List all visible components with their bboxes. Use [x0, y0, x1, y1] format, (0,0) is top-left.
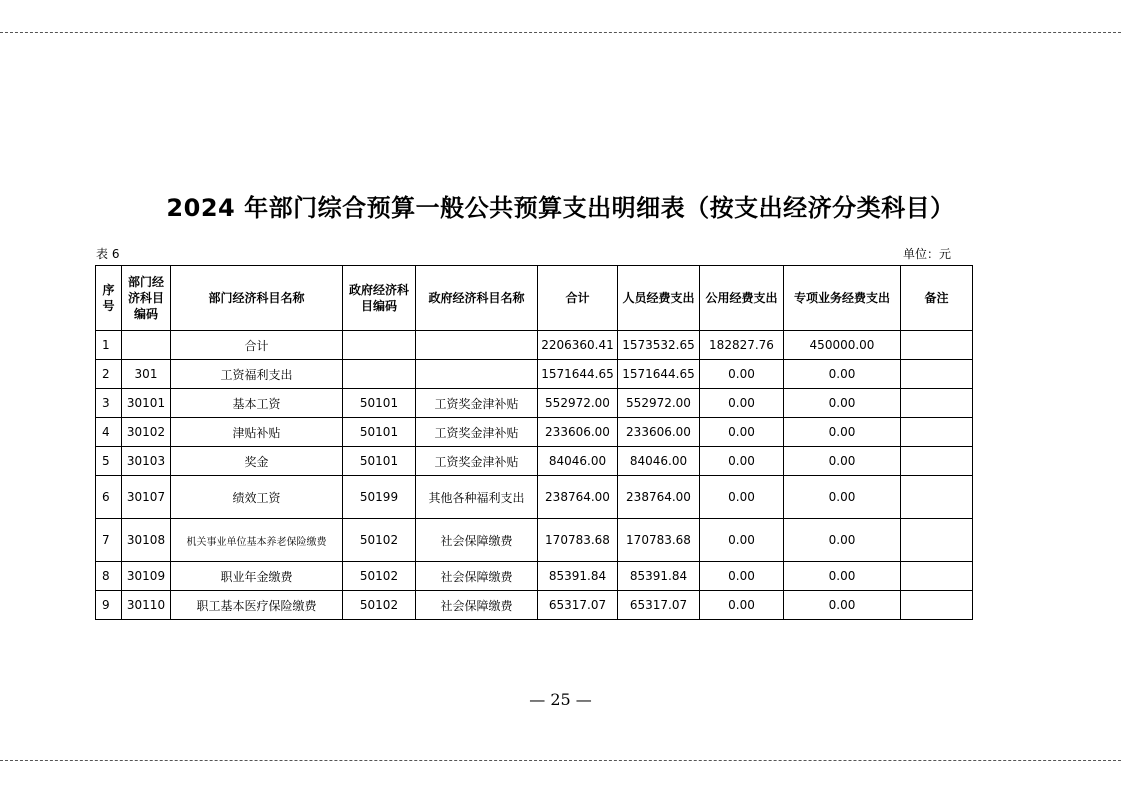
cell-personnel: 233606.00: [618, 418, 700, 447]
cell-remark: [901, 418, 973, 447]
cell-public: 0.00: [700, 476, 784, 519]
table-row: [96, 591, 973, 620]
cell-special: 0.00: [784, 519, 901, 562]
cell-personnel: 1571644.65: [618, 360, 700, 389]
cell-gov-name: 工资奖金津补贴: [416, 418, 538, 447]
cell-seq: 3: [96, 389, 122, 418]
cell-seq: 9: [96, 591, 122, 620]
cell-public: 0.00: [700, 418, 784, 447]
cell-gov-code: 50101: [343, 447, 416, 476]
cell-dept-name: 职业年金缴费: [171, 562, 343, 591]
cell-dept-name: 基本工资: [171, 389, 343, 418]
cell-gov-code: [343, 360, 416, 389]
cell-seq: 4: [96, 418, 122, 447]
page-title: 2024 年部门综合预算一般公共预算支出明细表（按支出经济分类科目）: [166, 194, 955, 222]
cell-special: 0.00: [784, 562, 901, 591]
unit-label: 单位：元: [903, 247, 952, 261]
cell-total: 84046.00: [538, 447, 618, 476]
cell-special: 0.00: [784, 360, 901, 389]
cell-personnel: 85391.84: [618, 562, 700, 591]
cell-special: 0.00: [784, 476, 901, 519]
header-seq: 序号: [96, 266, 122, 331]
cell-dept-code: [122, 331, 171, 360]
cell-seq: 7: [96, 519, 122, 562]
cell-public: 0.00: [700, 591, 784, 620]
cell-gov-name: [416, 360, 538, 389]
cell-special: 450000.00: [784, 331, 901, 360]
cell-remark: [901, 447, 973, 476]
cell-gov-code: 50101: [343, 389, 416, 418]
cell-dept-name: 奖金: [171, 447, 343, 476]
header-personnel: 人员经费支出: [618, 266, 700, 331]
cell-total: 1571644.65: [538, 360, 618, 389]
cell-gov-code: 50101: [343, 418, 416, 447]
cell-total: 170783.68: [538, 519, 618, 562]
cell-remark: [901, 591, 973, 620]
cell-public: 0.00: [700, 389, 784, 418]
table-row: [96, 447, 973, 476]
header-dept-name: 部门经济科目名称: [171, 266, 343, 331]
cell-total: 552972.00: [538, 389, 618, 418]
cell-dept-code: 30101: [122, 389, 171, 418]
cell-seq: 8: [96, 562, 122, 591]
cell-total: 65317.07: [538, 591, 618, 620]
cell-personnel: 84046.00: [618, 447, 700, 476]
cell-gov-name: [416, 331, 538, 360]
cell-gov-name: 工资奖金津补贴: [416, 447, 538, 476]
cell-dept-code: 30103: [122, 447, 171, 476]
cell-total: 238764.00: [538, 476, 618, 519]
cell-dept-code: 30102: [122, 418, 171, 447]
header-public: 公用经费支出: [700, 266, 784, 331]
top-dashed-divider: [0, 32, 1121, 33]
cell-personnel: 552972.00: [618, 389, 700, 418]
cell-seq: 2: [96, 360, 122, 389]
cell-personnel: 170783.68: [618, 519, 700, 562]
cell-dept-name: 津贴补贴: [171, 418, 343, 447]
page-number: — 25 —: [529, 690, 592, 709]
cell-gov-name: 社会保障缴费: [416, 591, 538, 620]
cell-special: 0.00: [784, 447, 901, 476]
budget-detail-table: [95, 265, 973, 620]
cell-public: 0.00: [700, 562, 784, 591]
cell-remark: [901, 331, 973, 360]
cell-gov-code: 50102: [343, 591, 416, 620]
header-remark: 备注: [901, 266, 973, 331]
cell-public: 0.00: [700, 447, 784, 476]
cell-dept-name: 合计: [171, 331, 343, 360]
header-gov-name: 政府经济科目名称: [416, 266, 538, 331]
cell-personnel: 1573532.65: [618, 331, 700, 360]
table-row: [96, 360, 973, 389]
table-row: [96, 519, 973, 562]
cell-seq: 5: [96, 447, 122, 476]
cell-dept-code: 30108: [122, 519, 171, 562]
cell-public: 0.00: [700, 519, 784, 562]
cell-public: 182827.76: [700, 331, 784, 360]
table-number-label: 表 6: [96, 247, 120, 261]
table-header-row: [96, 266, 973, 331]
cell-gov-code: 50102: [343, 562, 416, 591]
cell-dept-name: 机关事业单位基本养老保险缴费: [171, 519, 343, 562]
table-row: [96, 331, 973, 360]
table-row: [96, 476, 973, 519]
cell-gov-name: 社会保障缴费: [416, 562, 538, 591]
header-dept-code: 部门经济科目编码: [122, 266, 171, 331]
header-total: 合计: [538, 266, 618, 331]
cell-remark: [901, 562, 973, 591]
cell-total: 233606.00: [538, 418, 618, 447]
table-row: [96, 418, 973, 447]
cell-special: 0.00: [784, 418, 901, 447]
cell-remark: [901, 519, 973, 562]
cell-personnel: 238764.00: [618, 476, 700, 519]
header-gov-code: 政府经济科目编码: [343, 266, 416, 331]
cell-gov-name: 其他各种福利支出: [416, 476, 538, 519]
cell-special: 0.00: [784, 389, 901, 418]
cell-seq: 1: [96, 331, 122, 360]
bottom-dashed-divider: [0, 760, 1121, 761]
cell-special: 0.00: [784, 591, 901, 620]
cell-gov-code: 50199: [343, 476, 416, 519]
cell-personnel: 65317.07: [618, 591, 700, 620]
cell-public: 0.00: [700, 360, 784, 389]
cell-gov-name: 社会保障缴费: [416, 519, 538, 562]
cell-gov-name: 工资奖金津补贴: [416, 389, 538, 418]
cell-total: 2206360.41: [538, 331, 618, 360]
cell-dept-name: 工资福利支出: [171, 360, 343, 389]
cell-dept-name: 职工基本医疗保险缴费: [171, 591, 343, 620]
table-row: [96, 389, 973, 418]
cell-dept-code: 30107: [122, 476, 171, 519]
cell-seq: 6: [96, 476, 122, 519]
cell-remark: [901, 476, 973, 519]
cell-gov-code: [343, 331, 416, 360]
cell-dept-name: 绩效工资: [171, 476, 343, 519]
cell-total: 85391.84: [538, 562, 618, 591]
header-special: 专项业务经费支出: [784, 266, 901, 331]
cell-remark: [901, 389, 973, 418]
cell-dept-code: 30110: [122, 591, 171, 620]
cell-dept-code: 30109: [122, 562, 171, 591]
cell-remark: [901, 360, 973, 389]
cell-dept-code: 301: [122, 360, 171, 389]
cell-gov-code: 50102: [343, 519, 416, 562]
table-row: [96, 562, 973, 591]
